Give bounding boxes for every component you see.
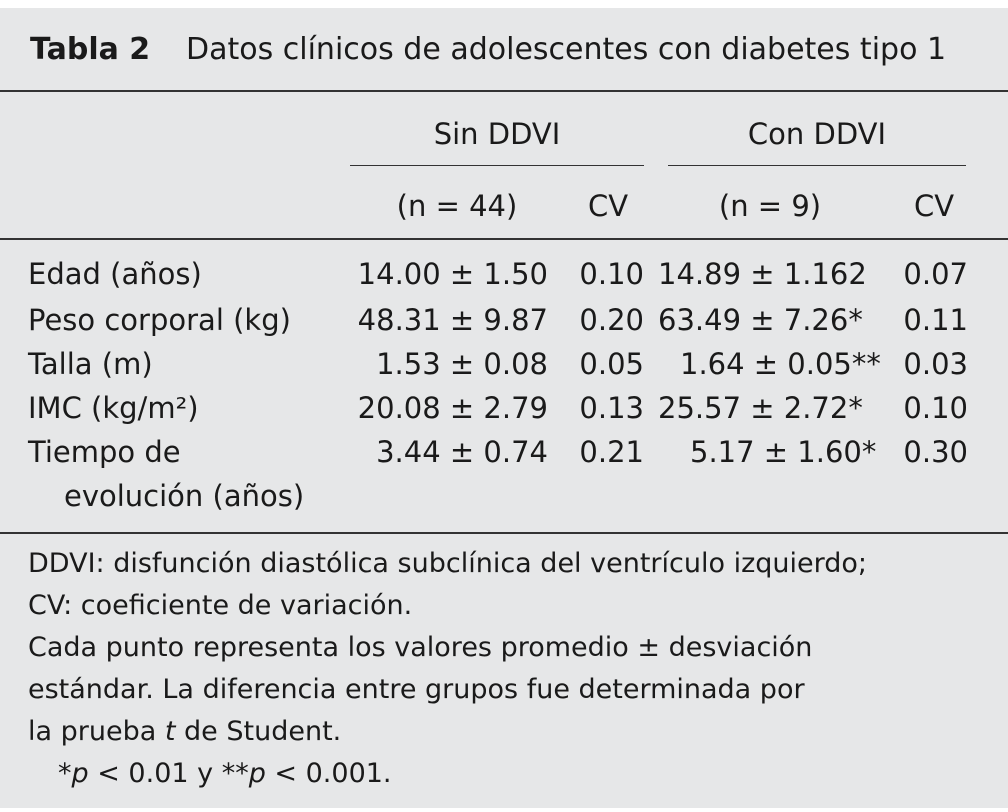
group1-value: 20.08 ± 2.79: [357, 391, 548, 425]
footnote-method-3: [28, 714, 341, 750]
group1-value: 1.53 ± 0.08: [376, 347, 548, 381]
footnote-text: *: [58, 758, 72, 789]
row-label: Talla (m): [28, 347, 153, 381]
group1-underline: [350, 165, 644, 166]
group2-underline: [668, 165, 966, 166]
group-header-sin-ddvi: Sin DDVI: [433, 117, 561, 151]
footnote-cv: CV: coeficiente de variación.: [28, 590, 413, 621]
table-title: Datos clínicos de adolescentes con diabetes tipo 1: [186, 32, 947, 67]
footnote-t-symbol: t: [164, 716, 176, 747]
group1-value: 3.44 ± 0.74: [376, 435, 548, 469]
group2-cv: 0.03: [903, 347, 968, 381]
group2-value: 5.17 ± 1.60*: [690, 435, 877, 469]
row-label: Peso corporal (kg): [28, 303, 291, 337]
title-divider: [0, 90, 1008, 92]
group2-value: 25.57 ± 2.72*: [658, 391, 863, 425]
group2-value: 14.89 ± 1.162: [658, 257, 867, 291]
group1-cv: 0.20: [579, 303, 644, 337]
footer-divider: [0, 532, 1008, 534]
group1-cv: 0.13: [579, 391, 644, 425]
group1-cv-header: CV: [587, 189, 629, 223]
group2-cv: 0.30: [903, 435, 968, 469]
group1-cv: 0.10: [579, 257, 644, 291]
table-card: [0, 8, 1008, 808]
row-label: IMC (kg/m²): [28, 391, 199, 425]
group2-cv: 0.07: [903, 257, 968, 291]
group2-cv-header: CV: [913, 189, 955, 223]
footnote-text: < 0.001.: [265, 758, 392, 789]
table-number: Tabla 2: [30, 32, 151, 67]
header-divider: [0, 238, 1008, 240]
group2-value: 63.49 ± 7.26*: [658, 303, 863, 337]
row-label: Edad (años): [28, 257, 202, 291]
footnote-p-symbol: p: [71, 758, 89, 789]
footnote-method-1: Cada punto representa los valores promedio ± desviación: [28, 632, 813, 663]
row-label-continuation: evolución (años): [64, 479, 305, 513]
group1-n-header: (n = 44): [396, 189, 518, 223]
group2-n-header: (n = 9): [718, 189, 822, 223]
group1-value: 14.00 ± 1.50: [357, 257, 548, 291]
table-title-bar: [0, 8, 1008, 90]
footnote-text: la prueba: [28, 716, 165, 747]
group1-cv: 0.05: [579, 347, 644, 381]
group-header-con-ddvi: Con DDVI: [747, 117, 887, 151]
group2-value: 1.64 ± 0.05**: [680, 347, 881, 381]
group2-cv: 0.10: [903, 391, 968, 425]
group1-cv: 0.21: [579, 435, 644, 469]
footnote-method-2: estándar. La diferencia entre grupos fue determinada por: [28, 674, 805, 705]
group2-cv: 0.11: [903, 303, 968, 337]
footnote-text: de Student.: [175, 716, 342, 747]
footnote-significance: [58, 756, 392, 792]
footnote-text: < 0.01 y **: [88, 758, 249, 789]
row-label: Tiempo de: [28, 435, 181, 469]
footnote-ddvi: DDVI: disfunción diastólica subclínica del ventrículo izquierdo;: [28, 548, 868, 579]
group1-value: 48.31 ± 9.87: [357, 303, 548, 337]
footnote-p-symbol: p: [248, 758, 266, 789]
